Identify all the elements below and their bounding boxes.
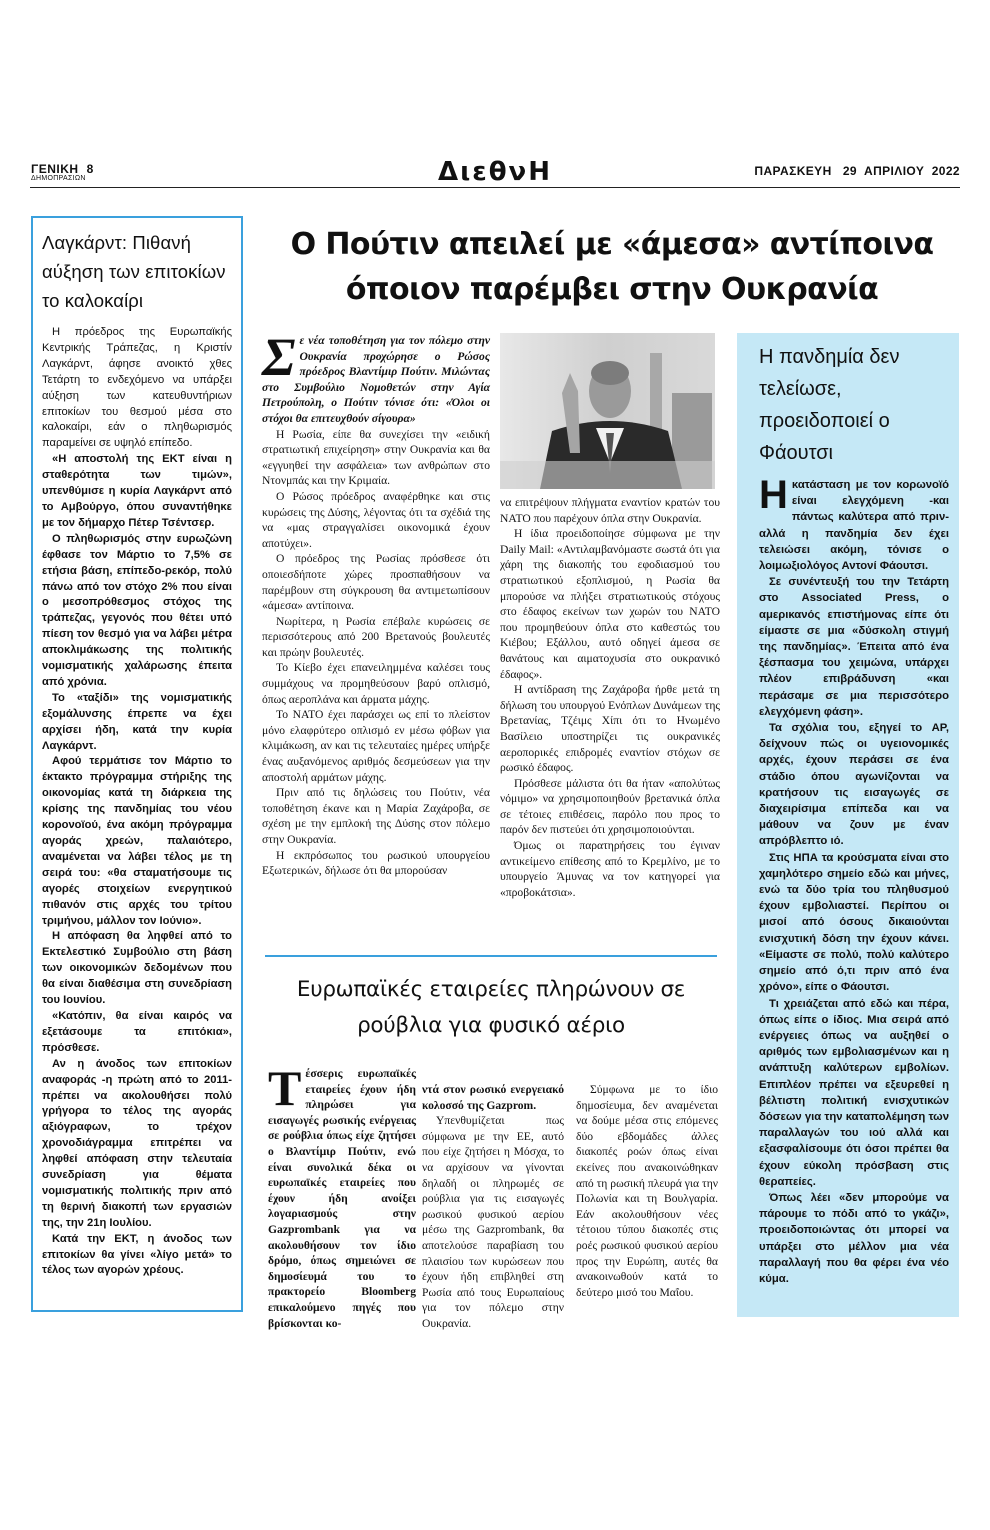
section-title: ΔιεθνΗ [437,157,553,187]
main-article-paragraph: Νωρίτερα, η Ρωσία επέβαλε κυρώσεις σε περισσότερους από 200 Βρετανούς βουλευτές και πρώην βουλευτές. [262,614,490,659]
article-divider [265,955,717,957]
second-article-lead [268,1060,416,1331]
second-article-paragraph: ντά στον ρωσικό ενεργειακό κολοσσό της Gazprom. [422,1083,564,1112]
sidebar-left-paragraph: Κατά την ΕΚΤ, η άνοδος των επιτοκίων θα γίνει «λίγο μετά» το τέλος των αγορών χρέους. [42,1232,232,1277]
main-article-paragraph: Πριν από τις δηλώσεις του Πούτιν, νέα τοποθέτηση έκανε και η Μαρία Ζαχάροβα, σε σχέση με την εμπλοκή της Δύσης στον πόλεμο στην Ουκρανία. [262,786,490,846]
sidebar-left-paragraph: «Η αποστολή της ΕΚΤ είναι η σταθερότητα των τιμών», υπενθύμισε η κυρία Λαγκάρντ από το Αμβούργο, όπου συναντήθηκε με τον δήμαρχο Πέτερ Τσέντσερ. [42,453,232,529]
second-article-column-1 [268,1060,416,1331]
main-article-paragraph: Η αντίδραση της Ζαχάροβα ήρθε μετά τη δήλωση του υπουργού Ενόπλων Δυνάμεων της Βρετανίας, Τζέιμς Χίπι ότι το Ηνωμένο Βασίλειο υποστηρίζει τις ουκρανικές αεροπορικές επιδρομές εναντίον στόχων σε ρωσικό έδαφος. [500,683,720,775]
sidebar-left-title: Λαγκάρντ: Πιθανή αύξηση των επιτοκίων το καλοκαίρι [42,232,226,311]
sidebar-right-box [737,333,959,1317]
second-article-lead-text: έσσερις ευρωπαϊκές εταιρείες έχουν ήδη πληρώσει για εισαγωγές ρωσικής ενέργειας σε ρούβλια όπως είχε ζητήσει ο Βλαντίμιρ Πούτιν, ενώ είναι συνολικά δέκα οι ευρωπαϊκές εταιρείες που έχουν ήδη ανοίξει λογαριασμούς στην Gazprombank για να ακολουθήσουν τον ίδιο δρόμο, όπως σημειώνει σε δημοσίευμά του το πρακτορείο Bloomberg επικαλούμενο πηγές που βρίσκονται κο- [268,1067,416,1330]
main-article-column-1 [262,327,490,879]
main-article-paragraph: Όμως οι παρατηρήσεις του έγιναν αντικείμενο επίθεσης από το Κρεμλίνο, με το υπουργείο Άμυνας να τον κατηγορεί για «προβοκάτσια». [500,839,720,899]
main-article-paragraph: Η Ρωσία, είπε θα συνεχίσει την «ειδική στρατιωτική επιχείρηση» στην Ουκρανία και θα «εγγυηθεί την ασφάλεια» των ανθρώπων στο Ντονμπάς και την Κριμαία. [262,427,490,488]
sidebar-left-paragraph: «Κατόπιν, θα είναι καιρός να εξετάσουμε τα επιτόκια», πρόσθεσε. [42,1009,232,1054]
issue-date: ΠΑΡΑΣΚΕΥΗ 29 ΑΠΡΙΛΙΟΥ 2022 [754,164,960,178]
main-article-paragraph: Ο Ρώσος πρόεδρος αναφέρθηκε και στις κυρώσεις της Δύσης, λέγοντας ότι τα σχέδιά της να «μας στραγγαλίσει οικονομικά έχουν αποτύχει». [262,489,490,550]
sidebar-right-paragraph: Όπως λέει «δεν μπορούμε να πάρουμε το πόδι από το γκάζι», προειδοποιώντας ότι μπορεί να υπάρξει στο μέλλον μια νέα παραλλαγή που θα φέρει ένα νέο κύμα. [759,1191,949,1285]
sidebar-left-paragraph: Αφού τερμάτισε τον Μάρτιο το έκτακτο πρόγραμμα στήριξης της οικονομίας κατά τη διάρκεια της κρίσης της πανδημίας του νέου κορονοϊού, ένα ακόμη πρόγραμμα αγοράς χρεών, παλαιότερο, αναμένεται να λάβει τέλος με τη σειρά του: «θα σταματήσουμε τις αγορές στοιχείων ενεργητικού πιθανόν στις αρχές του τρίτου τριμήνου, μάλλον τον Ιούνιο». [42,755,232,927]
sidebar-right-paragraph: Στις ΗΠΑ τα κρούσματα είναι στο χαμηλότερο σημείο εδώ και μήνες, ενώ τα δύο τρία του πληθυσμού έχουν εμβολιαστεί. Περίπου οι μισοί από όσους δικαιούνται ενισχυτική δόση την έχουν κάνει. «Είμαστε σε πολύ, πολύ καλύτερο σημείο από ό,τι πριν από ένα χρόνο», είπε ο Φάουτσι. [759,851,949,994]
publication-name: ΓΕΝΙΚΗ [31,162,79,176]
putin-photo [500,333,715,489]
sidebar-left-paragraph: Η πρόεδρος της Ευρωπαϊκής Κεντρικής Τράπεζας, η Κριστίν Λαγκάρντ, άφησε ανοικτό χθες Τετάρτη το ενδεχόμενο να υπάρξει αύξηση των κατευθυντήριων επιτοκίων του θεσμού μέσα στο καλοκαίρι, εάν ο πληθωρισμός παραμείνει σε υψηλό επίπεδο. [42,326,232,450]
second-article-column-2 [422,1082,564,1332]
sidebar-right-first-text: κατάσταση με τον κορωνοϊό είναι ελεγχόμενη -και πάντως καλύτερα από πριν- αλλά η πανδημία δεν έχει τελειώσει ακόμη, τόνισε ο λοιμωξιολόγος Αντονί Φάουτσι. [759,479,949,573]
main-article-column-2 [500,495,720,900]
main-article-dropcap: Σ [262,327,296,387]
main-article-paragraph: Ο πρόεδρος της Ρωσίας πρόσθεσε ότι οποιεσδήποτε χώρες προσπαθήσουν να παρέμβουν στη σύγκρουση θα αντιμετωπίσουν «άμεσα» αντίποινα. [262,552,490,613]
sidebar-left-paragraph: Αν η άνοδος των επιτοκίων αναφοράς -η πρώτη από το 2011- πρέπει να ακολουθήσει πολύ γρήγορα το τέλος της αγοράς αξιόγραφων, το τρέχον χρονοδιάγραμμα επιτρέπει να ληφθεί απόφαση στην τελευταία συνεδρίαση για θέματα νομισματικής πολιτικής πριν από τη θερινή διακοπή των εργασιών της, την 21η Ιουλίου. [42,1057,232,1229]
sidebar-left-paragraph: Το «ταξίδι» της νομισματικής εξομάλυνσης έπρεπε να έχει αρχίσει ήδη, κατά την κυρία Λαγκάρντ. [42,691,232,752]
sidebar-right-paragraph [759,473,949,574]
sidebar-right-dropcap: Η [759,473,788,517]
header-rule [30,187,960,188]
second-article-paragraph: Υπενθυμίζεται πως σύμφωνα με την ΕΕ, αυτό που είχε ζητήσει η Μόσχα, το να αρχίσουν να γίνονται δηλαδή οι πληρωμές σε ρούβλια για τις εισαγωγές ρωσικού φυσικού αερίου μέσω της Gazprombank, θα αποτελούσε παραβίαση του πλαισίου των κυρώσεων που έχουν ήδη επιβληθεί στη Ρωσία από τους Ευρωπαίους για τον πόλεμο στην Ουκρανία. [422,1114,564,1330]
second-article-column-3 [576,1082,718,1300]
page-number: 8 [86,162,94,176]
sidebar-right-paragraph: Σε συνέντευξή του την Τετάρτη στο Associated Press, ο αμερικανός επιστήμονας είπε ότι είμαστε σε μια «δύσκολη στιγμή της πανδημίας». Έπειτα από ένα ξέσπασμα του χειμώνα, υπάρχει πλέον επιβράδυνση «και περάσαμε σε μια περισσότερο ελεγχόμενη φάση». [759,576,949,718]
main-article-lead-text: ε νέα τοποθέτηση για τον πόλεμο στην Ουκρανία προχώρησε ο Ρώσος πρόεδρος Βλαντίμιρ Πούτιν. Μιλώντας στο Συμβούλιο Νομοθετών στην Αγία Πετρούπολη, ο Πούτιν τόνισε ότι: «Όλοι οι στόχοι θα επιτευχθούν σίγουρα» [262,334,490,425]
sidebar-right-paragraph: Τι χρειάζεται από εδώ και πέρα, όπως είπε ο ίδιος. Μια σειρά από ενέργειες όπως να αυξηθεί ο αριθμός των εμβολιασμένων και η ανάπτυξη καλύτερων εμβολίων. Επιπλέον πρέπει να εξευρεθεί η βέλτιστη πολιτική ενισχυτικών δόσεων για την καταπολέμηση των παραλλαγών του ιού αλλά και εξασφαλίσουμε ότι όσοι πρέπει θα έχουν εύκολη πρόσβαση στις θεραπείες. [759,997,949,1188]
second-article-paragraph: Σύμφωνα με το ίδιο δημοσίευμα, δεν αναμένεται να δούμε μέσα στις επόμενες δύο εβδομάδες άλλες διακοπές ροών όπως είναι εκείνες που ανακοινώθηκαν από τη ρωσική πλευρά για την Πολωνία και τη Βουλγαρία. Εάν ακολουθήσουν νέες τέτοιου τύπου διακοπές στις ροές ρωσικού φυσικού αερίου προς την Ευρώπη, αυτές θα ανακοινωθούν κατά το δεύτερο μισό του Μαΐου. [576,1083,718,1299]
main-article-paragraph: να επιτρέψουν πλήγματα εναντίον κρατών του ΝΑΤΟ που παρέχουν όπλα στην Ουκρανία. [500,496,720,525]
sidebar-left-body [42,325,232,1279]
sidebar-left-paragraph: Η απόφαση θα ληφθεί από το Εκτελεστικό Συμβούλιο στη βάση των οικονομικών δεδομένων που θα είναι διαθέσιμα στη συνεδρίαση του Ιουνίου. [42,930,232,1007]
sidebar-left-box [31,216,243,1312]
sidebar-right-paragraph: Τα σχόλια του, εξηγεί το AP, δείχνουν πώς οι υγειονομικές αρχές, έχουν περάσει σε ένα στάδιο όπου αγωνίζονται να κρατήσουν τις εισαγωγές σε διαχειρίσιμα επίπεδα και να μάθουν να ζουν με έναν απρόβλεπτο ιό. [759,722,949,848]
main-article-paragraph: Το ΝΑΤΟ έχει παράσχει ως επί το πλείστον μόνο ελαφρύτερο οπλισμό εν μέσω φόβων για κλιμάκωση, αν και τις τελευταίες ημέρες υπήρξε ένας αυξανόμενος αριθμός δεσμεύσεων για την αποστολή αρμάτων μάχης. [262,708,490,784]
main-article-paragraph: Η εκπρόσωπος του ρωσικού υπουργείου Εξωτερικών, δήλωσε ότι θα μπορούσαν [262,848,490,878]
sidebar-right-title: Η πανδημία δεν τελείωσε, προειδοποιεί ο Φάουτσι [759,346,900,464]
main-article-paragraph: Πρόσθεσε μάλιστα ότι θα ήταν «απολύτως νόμιμο» να χρησιμοποιηθούν βρετανικά όπλα σε τέτοιες επιθέσεις, παρόλο που προς το παρόν δεν πιστεύει ότι χρησιμοποιούνται. [500,776,720,837]
second-article-dropcap: Τ [268,1060,302,1116]
publication-subtitle: ΔΗΜΟΠΡΑΣΙΩΝ [31,175,86,182]
main-headline: Ο Πούτιν απειλεί με «άμεσα» αντίποινα όποιον παρέμβει στην Ουκρανία [290,227,934,307]
sidebar-left-paragraph: Ο πληθωρισμός στην ευρωζώνη έφθασε τον Μάρτιο το 7,5% σε ετήσια βάση, επίπεδο-ρεκόρ, πολύ πάνω από τον στόχο 2% που είναι ο μεσοπρόθεσμος στόχος της τράπεζας, γεγονός που θέτει υπό πίεση τον θεσμό για να λάβει μέτρα αποκλιμάκωσης της πολιτικής νομισματικής χαλάρωσης έπειτα από χρόνια. [42,532,232,688]
main-article-paragraph: Το Κίεβο έχει επανειλημμένα καλέσει τους συμμάχους να προμηθεύσουν βαρύ οπλισμό, όπως αεροπλάνα και άρματα μάχης. [262,661,490,706]
second-headline: Ευρωπαϊκές εταιρείες πληρώνουν σε ρούβλια για φυσικό αέριο [296,977,686,1038]
main-article-paragraph: Η ίδια προειδοποίησε σύμφωνα με την Daily Mail: «Αντιλαμβανόμαστε σωστά ότι για χάρη της διακοπής του εφοδιασμού του στρατιωτικού εξοπλισμού, η Ρωσία θα μπορούσε να πλήξει στρατιωτικούς στόχους στο έδαφος εκείνων των χωρών του ΝΑΤΟ που προμηθεύουν όπλα στο καθεστώς του Κιέβου; Εξάλλου, αυτό οδηγεί άμεσα σε θανάτους και αιματοχυσία στο ουκρανικό έδαφος». [500,527,720,681]
main-article-lead [262,327,490,427]
